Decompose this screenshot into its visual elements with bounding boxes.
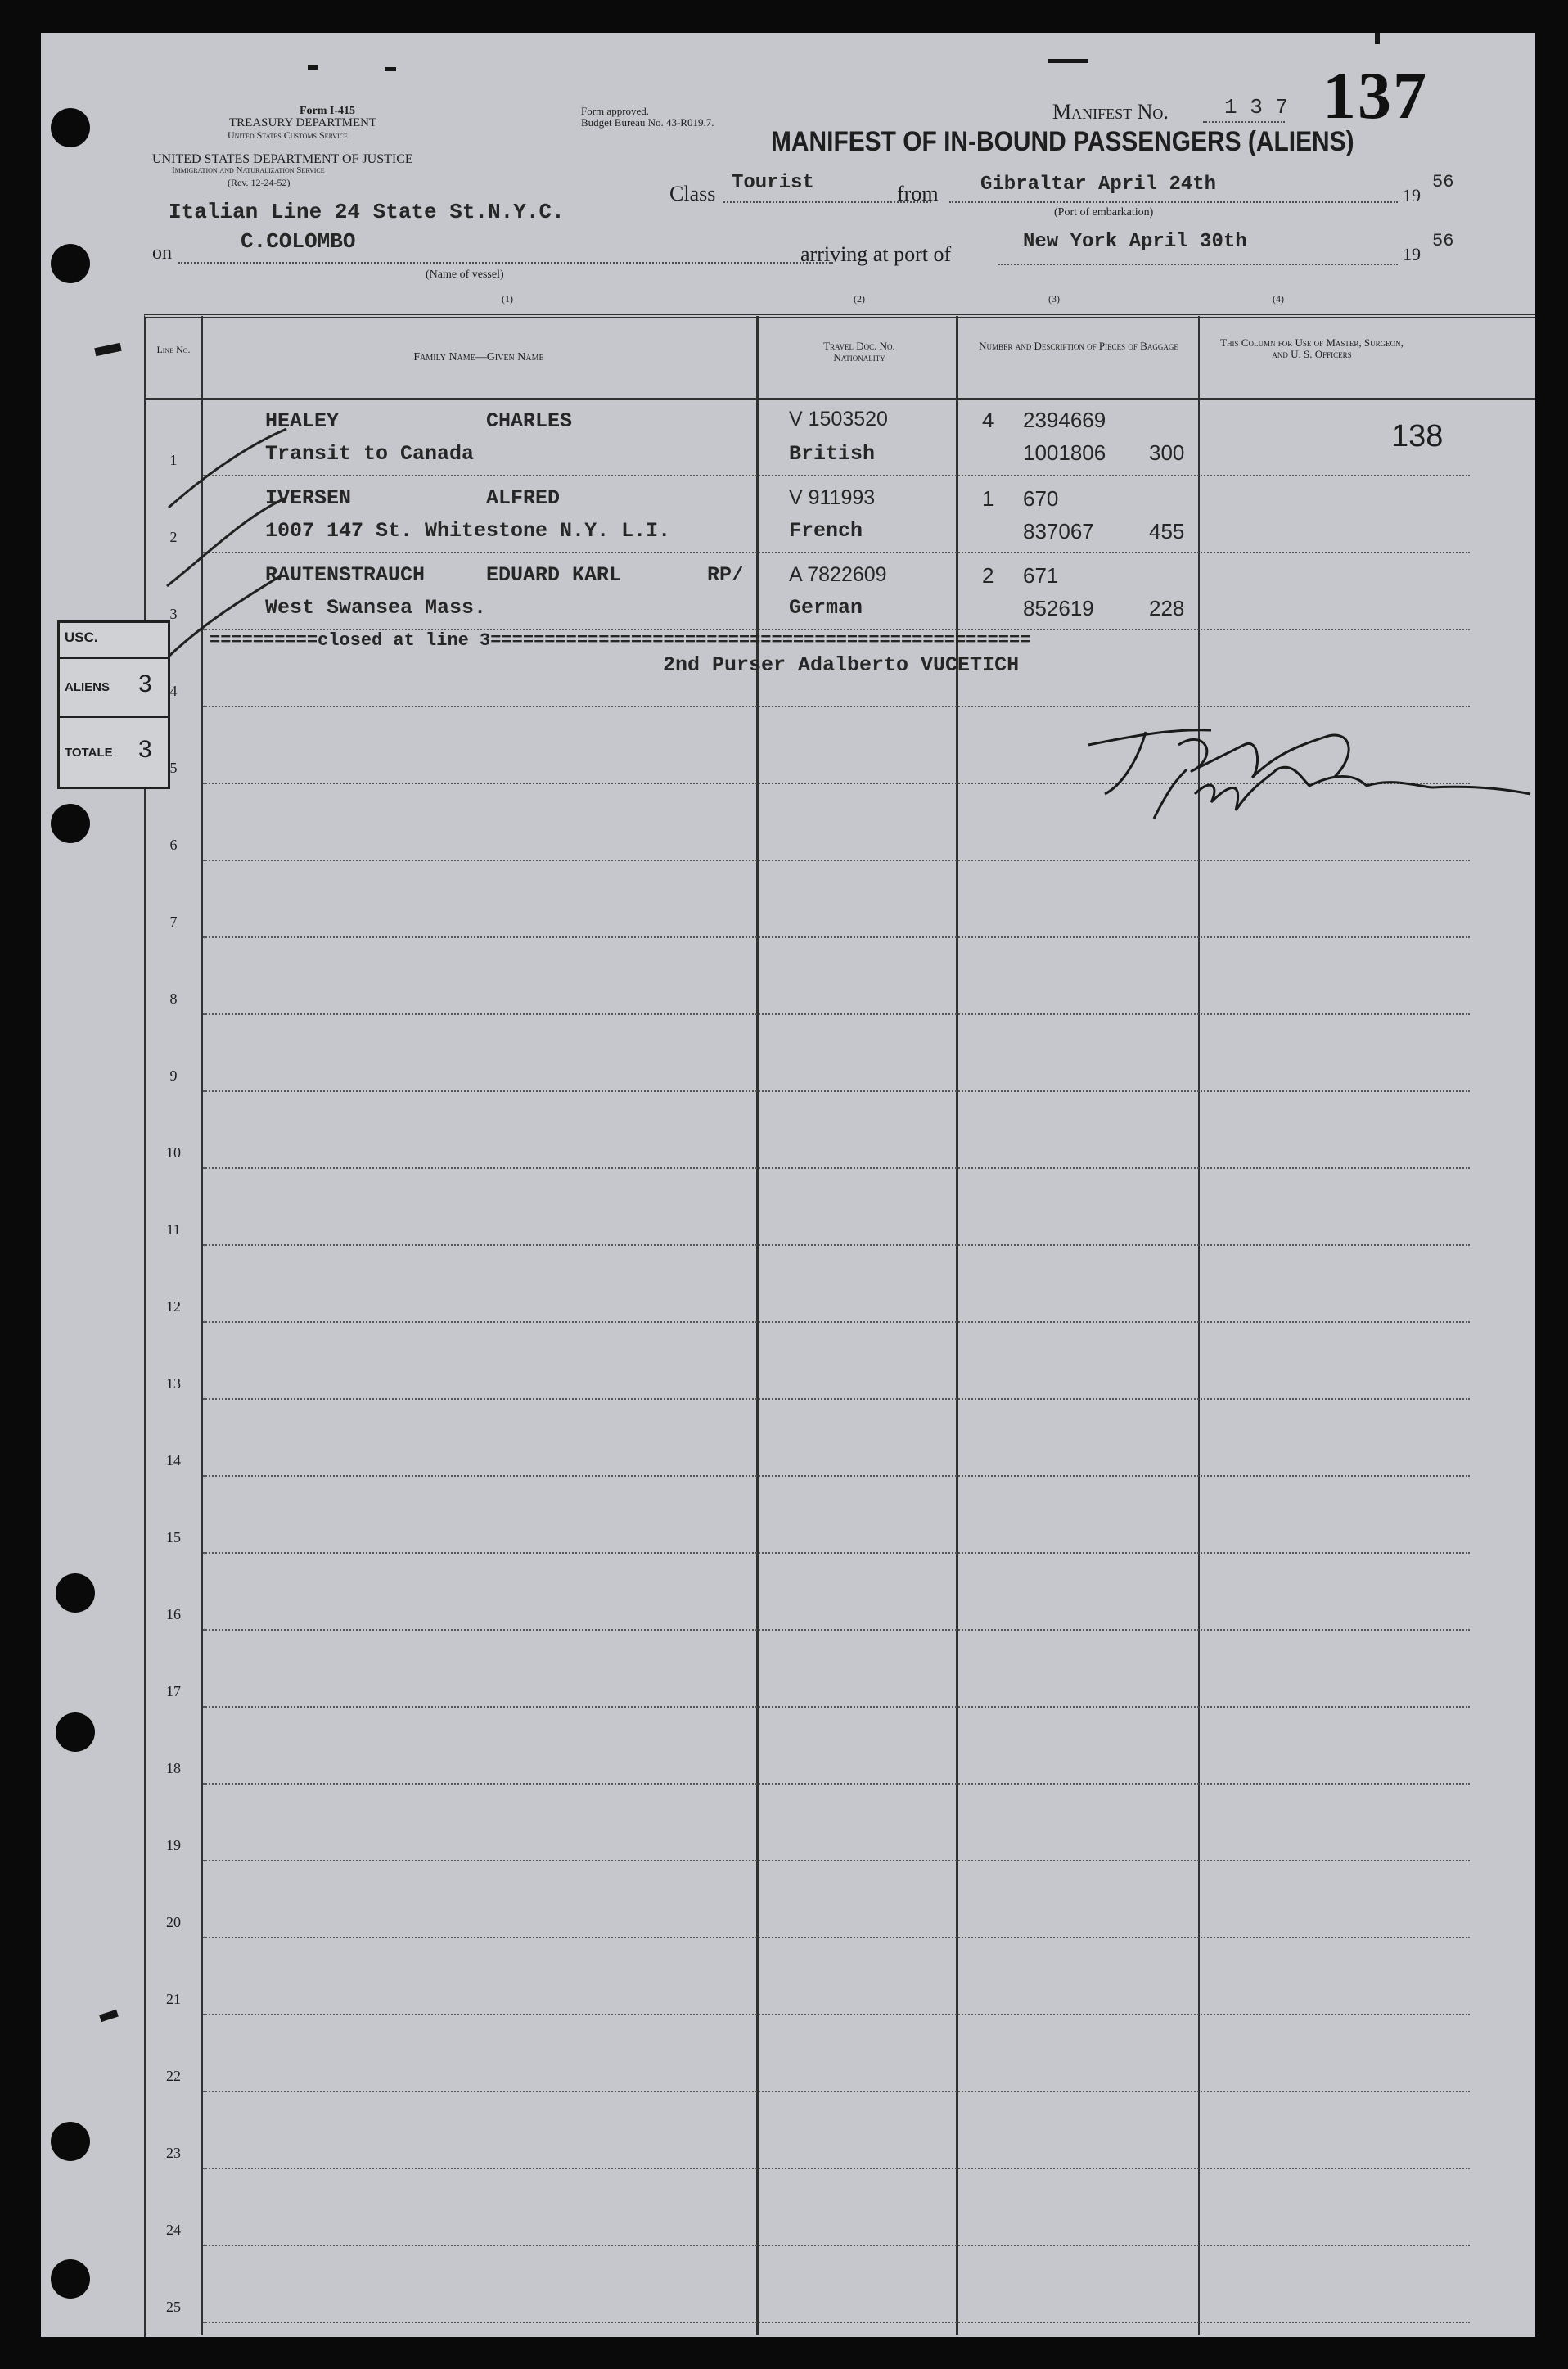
binder-hole: [51, 244, 90, 283]
stamp-row-usc: [60, 623, 168, 659]
line-number: 12: [166, 1298, 181, 1315]
manifest-page: [41, 33, 1535, 2337]
ins-service: Immigration and Naturalization Service: [172, 165, 325, 175]
col-number-2: (2): [854, 293, 865, 305]
col-number-3: (3): [1048, 293, 1060, 305]
line-number: 10: [166, 1144, 181, 1161]
officer-signature: [1056, 696, 1535, 835]
customs-service: United States Customs Service: [228, 129, 348, 141]
table-row-rule: [203, 860, 1470, 861]
passenger-2-tag2: 837067: [1023, 519, 1094, 544]
table-row-rule: [203, 1860, 1470, 1861]
table-row-rule: [203, 1090, 1470, 1092]
ink-mark: [308, 65, 318, 70]
line-number: 23: [166, 2145, 181, 2161]
passenger-2-given: ALFRED: [486, 486, 561, 510]
form-approved: Form approved.: [581, 105, 650, 117]
passenger-1-officer-note: 138: [1391, 419, 1444, 453]
stamp-totale-value: 3: [138, 736, 152, 763]
col-number-4: (4): [1273, 293, 1284, 305]
vessel-caption: (Name of vessel): [426, 268, 504, 281]
table-row-rule: [203, 552, 1470, 553]
line-number: 11: [166, 1221, 181, 1238]
manifest-number-label: Manifest No.: [1052, 100, 1169, 124]
passenger-1-pieces: 4: [982, 408, 994, 432]
line-number: 9: [169, 1067, 178, 1084]
table-row-rule: [203, 2168, 1470, 2169]
passenger-2-address: 1007 147 St. Whitestone N.Y. L.I.: [265, 519, 671, 543]
year-value: 56: [1432, 172, 1454, 192]
stamp-row-aliens: [60, 659, 168, 718]
ink-mark: [385, 67, 396, 71]
passenger-2-doc: V 911993: [789, 486, 876, 509]
passenger-3-tag2: 852619: [1023, 596, 1094, 620]
justice-department: UNITED STATES DEPARTMENT OF JUSTICE: [152, 152, 413, 166]
class-value: Tourist: [732, 172, 814, 194]
table-row-rule: [203, 1706, 1470, 1708]
ink-mark: [1048, 59, 1088, 63]
counter-stamp: [57, 620, 170, 789]
passenger-3-doc: A 7822609: [789, 563, 887, 586]
table-row-rule: [203, 2014, 1470, 2015]
passenger-3-rp-mark: RP/: [707, 563, 745, 587]
line-number: 5: [169, 760, 178, 776]
table-row-rule: [203, 1629, 1470, 1631]
binder-hole: [51, 2122, 90, 2161]
header-name: Family Name—Given Name: [413, 351, 544, 363]
line-number: 24: [166, 2222, 181, 2238]
line-number: 8: [169, 990, 178, 1007]
passenger-3-given: EDUARD KARL: [486, 563, 622, 587]
from-line: [949, 201, 1398, 203]
passenger-2-nationality: French: [789, 519, 863, 543]
port-caption: (Port of embarkation): [1054, 206, 1154, 219]
table-row-rule: [203, 1013, 1470, 1015]
table-row-rule: [203, 2091, 1470, 2092]
line-number: 13: [166, 1375, 181, 1392]
ink-mark: [1375, 33, 1380, 44]
class-label: Class: [669, 182, 716, 205]
line-number: 22: [166, 2068, 181, 2084]
revision-date: (Rev. 12-24-52): [228, 177, 291, 188]
binder-hole: [56, 1573, 95, 1613]
table-row-rule: [203, 936, 1470, 938]
arriving-label: arriving at port of: [800, 242, 952, 266]
line-number: 17: [166, 1683, 181, 1699]
passenger-3-tag1: 671: [1023, 563, 1059, 588]
manifest-number-stamp: 137: [1322, 58, 1428, 133]
passenger-2-family: IVERSEN: [265, 486, 352, 510]
table-row-rule: [203, 1552, 1470, 1554]
passenger-1-nationality: British: [789, 442, 876, 466]
col-divider: [756, 316, 759, 2335]
on-label: on: [152, 242, 172, 264]
header-travel-doc: Travel Doc. No. Nationality: [823, 340, 895, 363]
table-row-rule: [203, 2322, 1470, 2323]
table-row-rule: [203, 2245, 1470, 2246]
passenger-1-weight: 300: [1149, 440, 1185, 465]
line-number: 2: [169, 529, 178, 545]
passenger-1-tag2: 1001806: [1023, 440, 1106, 465]
passenger-1-family: HEALEY: [265, 409, 340, 433]
passenger-3-pieces: 2: [982, 563, 994, 588]
col-number-1: (1): [502, 293, 513, 305]
table-row-rule: [203, 1167, 1470, 1169]
table-row-rule: [203, 1783, 1470, 1785]
from-label: from: [897, 182, 939, 205]
ink-mark: [99, 2010, 119, 2022]
header-line-no: Line No.: [156, 344, 191, 355]
line-number: 25: [166, 2299, 181, 2315]
line-number: 1: [169, 452, 178, 468]
manifest-title: MANIFEST OF IN-BOUND PASSENGERS (ALIENS): [771, 126, 1354, 157]
form-number: Form I-415: [300, 105, 356, 117]
binder-hole: [51, 108, 90, 147]
header-baggage: Number and Description of Pieces of Baggage: [979, 340, 1178, 352]
year-prefix: 19: [1403, 185, 1421, 205]
ink-mark: [94, 343, 121, 356]
table-row-rule: [203, 1244, 1470, 1246]
closed-at-line: ==========closed at line 3==================================================: [210, 630, 1031, 651]
from-value: Gibraltar April 24th: [980, 174, 1217, 196]
line-number: 15: [166, 1529, 181, 1545]
table-row-rule: [203, 1321, 1470, 1323]
header-officers: This Column for Use of Master, Surgeon, and U. S. Officers: [1220, 336, 1404, 360]
stamp-row-totale: [60, 718, 168, 785]
passenger-2-weight: 455: [1149, 519, 1185, 544]
header-divider: [146, 398, 1535, 400]
stamp-usc: USC.: [65, 629, 98, 645]
manifest-number-line: [1203, 121, 1285, 123]
stamp-aliens-value: 3: [138, 670, 152, 697]
stamp-aliens-label: ALIENS: [65, 680, 110, 694]
col-divider: [956, 316, 958, 2335]
arriving-value: New York April 30th: [1023, 231, 1247, 253]
arriving-line: [998, 264, 1398, 265]
passenger-2-pieces: 1: [982, 486, 994, 511]
passenger-1-given: CHARLES: [486, 409, 573, 433]
budget-bureau: Budget Bureau No. 43-R019.7.: [581, 116, 714, 129]
passenger-1-doc: V 1503520: [789, 408, 888, 431]
line-number: 14: [166, 1452, 181, 1469]
line-number: 20: [166, 1914, 181, 1930]
table-row-rule: [203, 1475, 1470, 1477]
binder-hole: [51, 2259, 90, 2299]
vessel-name: C.COLOMBO: [241, 229, 356, 254]
line-number: 6: [169, 837, 178, 853]
passenger-3-weight: 228: [1149, 596, 1185, 620]
line-number: 21: [166, 1991, 181, 2007]
line-number: 18: [166, 1760, 181, 1776]
check-marks: [164, 426, 303, 663]
passenger-3-address: West Swansea Mass.: [265, 596, 487, 620]
passenger-3-family: RAUTENSTRAUCH: [265, 563, 426, 587]
table-row-rule: [203, 1398, 1470, 1400]
line-number: 19: [166, 1837, 181, 1853]
year-prefix-2: 19: [1403, 244, 1421, 264]
table-row-rule: [203, 1937, 1470, 1938]
line-number: 16: [166, 1606, 181, 1622]
treasury-department: TREASURY DEPARTMENT: [229, 116, 377, 129]
year-value-2: 56: [1432, 231, 1454, 251]
table-row-rule: [203, 475, 1470, 476]
line-number: 3: [169, 606, 178, 622]
passenger-2-tag1: 670: [1023, 486, 1059, 511]
line-number: 4: [169, 683, 178, 699]
line-number: 7: [169, 914, 178, 930]
passenger-1-address: Transit to Canada: [265, 442, 475, 466]
shipping-agent: Italian Line 24 State St.N.Y.C.: [169, 200, 565, 224]
binder-hole: [56, 1712, 95, 1752]
manifest-number-typed: 1 3 7: [1224, 95, 1289, 120]
stamp-totale-label: TOTALE: [65, 746, 113, 760]
binder-hole: [51, 804, 90, 843]
purser-name: 2nd Purser Adalberto VUCETICH: [663, 653, 1020, 677]
col-divider: [1198, 316, 1200, 2335]
passenger-3-nationality: German: [789, 596, 863, 620]
passenger-1-tag1: 2394669: [1023, 408, 1106, 432]
vessel-line: [178, 262, 833, 264]
